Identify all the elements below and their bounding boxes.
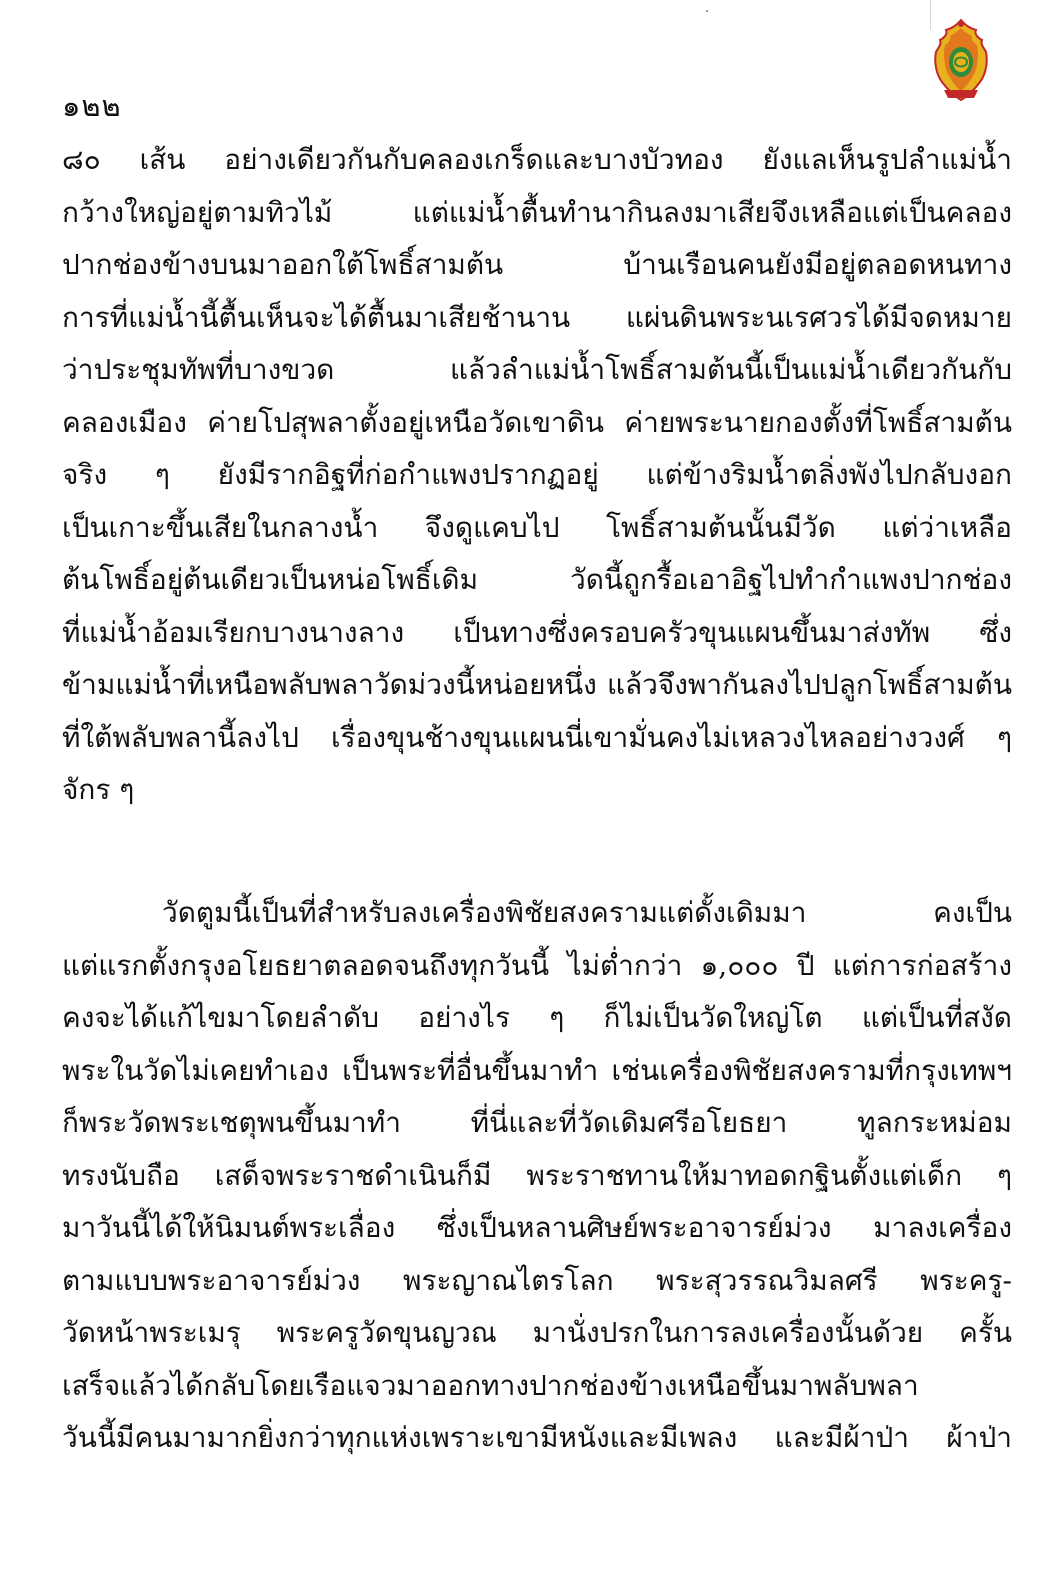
text-line: พระในวัดไม่เคยทำเอง เป็นพระที่อื่นขึ้นมาทำ เช่นเครื่องพิชัยสงครามที่กรุงเทพฯ — [62, 1053, 1012, 1087]
text-line: ปากช่องข้างบนมาออกใต้โพธิ์สามต้น บ้านเรือนคนยังมีอยู่ตลอดหนทาง — [62, 248, 1012, 281]
text-line: ต้นโพธิ์อยู่ต้นเดียวเป็นหน่อโพธิ์เดิม วัดนี้ถูกรื้อเอาอิฐไปทำกำแพงปากช่อง — [62, 563, 1012, 596]
text-line: วันนี้มีคนมามากยิ่งกว่าทุกแห่งเพราะเขามีหนังและมีเพลง และมีผ้าป่า ผ้าป่า — [62, 1421, 1012, 1454]
text-line: เป็นเกาะขึ้นเสียในกลางน้ำ จึงดูแคบไป โพธิ์สามต้นนั้นมีวัด แต่ว่าเหลือ — [62, 510, 1012, 544]
text-line: แต่แรกตั้งกรุงอโยธยาตลอดจนถึงทุกวันนี้ ไม่ต่ำกว่า ๑,๐๐๐ ปี แต่การก่อสร้าง — [62, 948, 1012, 982]
text-line: การที่แม่น้ำนี้ตื้นเห็นจะได้ตื้นมาเสียช้านาน แผ่นดินพระนเรศวรได้มีจดหมาย — [62, 300, 1012, 334]
paragraph-2 — [62, 887, 1012, 1465]
scan-speck — [706, 10, 708, 12]
text-line: คงจะได้แก้ไขมาโดยลำดับ อย่างไร ๆ ก็ไม่เป็นวัดใหญ่โต แต่เป็นที่สงัด — [62, 1001, 1012, 1034]
text-line: วัดหน้าพระเมรุ พระครูวัดขุนญวณ มานั่งปรกในการลงเครื่องนั้นด้วย ครั้น — [62, 1316, 1012, 1349]
text-line: ที่แม่น้ำอ้อมเรียกบางนางลาง เป็นทางซึ่งครอบครัวขุนแผนขึ้นมาส่งทัพ ซึ่ง — [62, 615, 1012, 649]
paragraph-1 — [62, 134, 1012, 817]
text-line: ว่าประชุมทัพที่บางขวด แล้วลำแม่น้ำโพธิ์สามต้นนี้เป็นแม่น้ำเดียวกันกับ — [62, 353, 1012, 386]
text-line: จริง ๆ ยังมีรากอิฐที่ก่อกำแพงปรากฏอยู่ แต่ข้างริมน้ำตลิ่งพังไปกลับงอก — [62, 458, 1012, 491]
text-line: จักร ๆ — [62, 773, 135, 806]
page-number: ๑๒๒ — [62, 89, 122, 123]
text-line: ๘๐ เส้น อย่างเดียวกันกับคลองเกร็ดและบางบัวทอง ยังแลเห็นรูปลำแม่น้ำ — [62, 143, 1012, 176]
text-line: ก็พระวัดพระเชตุพนขึ้นมาทำ ที่นี่และที่วัดเดิมศรีอโยธยา ทูลกระหม่อม — [62, 1106, 1012, 1139]
text-line: มาวันนี้ได้ให้นิมนต์พระเลื่อง ซึ่งเป็นหลานศิษย์พระอาจารย์ม่วง มาลงเครื่อง — [62, 1211, 1012, 1244]
text-line: เสร็จแล้วได้กลับโดยเรือแจวมาออกทางปากช่องข้างเหนือขึ้นมาพลับพลา — [62, 1368, 919, 1402]
school-emblem-icon — [930, 18, 992, 102]
text-line: วัดตูมนี้เป็นที่สำหรับลงเครื่องพิชัยสงครามแต่ดั้งเดิมมา คงเป็น — [162, 896, 1012, 929]
text-line: ตามแบบพระอาจารย์ม่วง พระญาณไตรโลก พระสุวรรณวิมลศรี พระครู- — [62, 1263, 1012, 1297]
text-line: ข้ามแม่น้ำที่เหนือพลับพลาวัดม่วงนี้หน่อยหนึ่ง แล้วจึงพากันลงไปปลูกโพธิ์สามต้น — [62, 668, 1012, 701]
text-line: ทรงนับถือ เสด็จพระราชดำเนินก็มี พระราชทานให้มาทอดกฐินตั้งแต่เด็ก ๆ — [62, 1158, 1012, 1192]
text-line: คลองเมือง ค่ายโปสุพลาตั้งอยู่เหนือวัดเขาดิน ค่ายพระนายกองตั้งที่โพธิ์สามต้น — [62, 405, 1012, 439]
text-line: ที่ใต้พลับพลานี้ลงไป เรื่องขุนช้างขุนแผนนี่เขามั่นคงไม่เหลวงไหลอย่างวงศ์ ๆ — [62, 720, 1012, 754]
text-line: กว้างใหญ่อยู่ตามทิวไม้ แต่แม่น้ำตื้นทำนากินลงมาเสียจึงเหลือแต่เป็นคลอง — [62, 195, 1012, 229]
